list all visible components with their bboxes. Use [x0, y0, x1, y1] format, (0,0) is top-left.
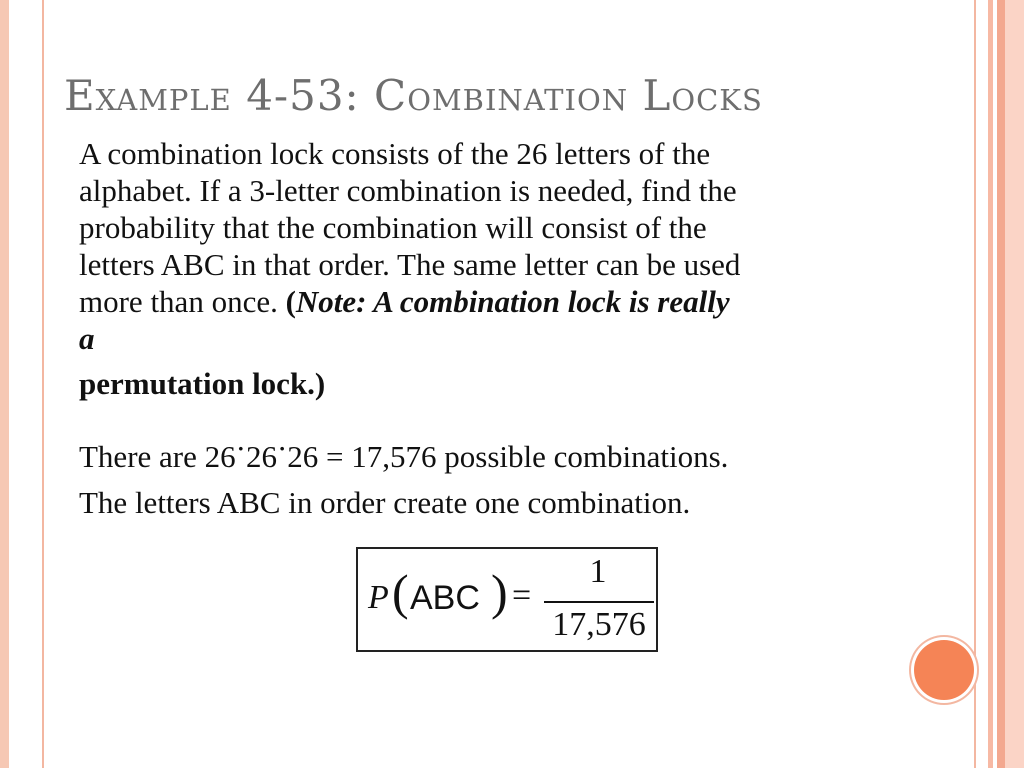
right-stripe-decoration	[984, 0, 1024, 768]
fraction-bar	[544, 601, 654, 603]
one-combination-statement: The letters ABC in order create one combination.	[79, 485, 691, 520]
probability-formula	[356, 547, 658, 652]
paragraph-line	[79, 320, 959, 357]
formula-numerator: 1	[589, 553, 607, 590]
formula-left-paren: (	[392, 564, 409, 620]
multiply-dot: ·	[235, 431, 246, 466]
note-text: a	[79, 321, 95, 356]
decorative-circle	[914, 640, 974, 700]
slide-title: Example 4-53: Combination Locks	[64, 71, 763, 120]
multiply-dot: ·	[276, 431, 288, 466]
paragraph-line	[79, 365, 959, 402]
total-combinations-statement	[79, 431, 959, 475]
formula-event: ABC	[410, 579, 480, 617]
paragraph-text: more than once.	[79, 284, 286, 319]
paragraph-line: letters ABC in that order. The same letter can be used	[79, 247, 741, 282]
problem-paragraph	[79, 135, 959, 402]
note-text: Note: A combination lock is really	[295, 284, 730, 319]
paragraph-line: probability that the combination will consist of the	[79, 210, 707, 245]
note-open-paren: (	[285, 284, 296, 319]
statement-text: 26 = 17,576 possible combinations.	[287, 439, 729, 474]
statement-text: There are 26	[79, 439, 236, 474]
note-text-bold: permutation lock.)	[79, 366, 326, 401]
formula-denominator: 17,576	[552, 606, 646, 643]
left-frame-line	[42, 0, 44, 768]
formula-equals: =	[512, 577, 532, 614]
statement-text: 26	[245, 439, 277, 474]
paragraph-line: alphabet. If a 3-letter combination is needed, find the	[79, 173, 737, 208]
formula-p: P	[368, 579, 389, 616]
left-edge-decoration	[0, 0, 9, 768]
formula-right-paren: )	[491, 564, 508, 620]
paragraph-line	[79, 283, 959, 320]
right-frame-line	[974, 0, 976, 768]
paragraph-line: A combination lock consists of the 26 letters of the	[79, 136, 711, 171]
